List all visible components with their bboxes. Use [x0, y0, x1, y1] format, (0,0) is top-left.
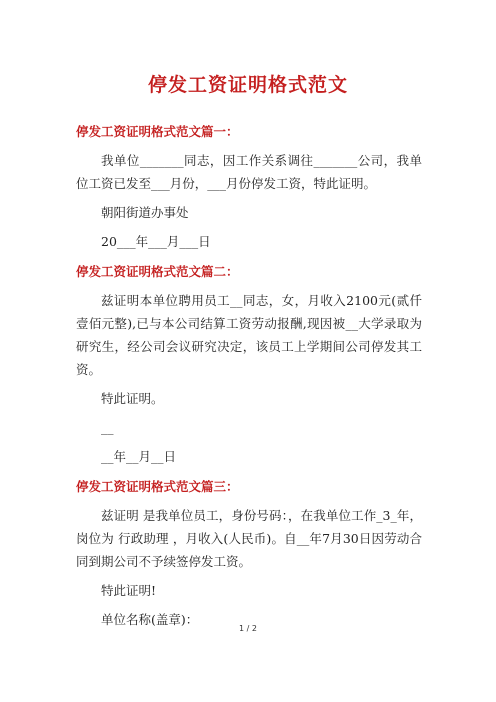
body-paragraph: 兹证明 是我单位员工，身份号码：，在我单位工作_3_年，岗位为 行政助理 ，月收入(人民币)。自__年7月30日因劳动合同到期公司不予续签停发工资。	[76, 508, 422, 569]
section-heading: 停发工资证明格式范文篇二：	[76, 264, 239, 279]
body-paragraph: 我单位_______同志，因工作关系调往_______公司，我单位工资已发至___月份，___月份停发工资，特此证明。	[76, 153, 422, 191]
document-title: 停发工资证明格式范文	[147, 74, 348, 96]
closing-line: 特此证明。	[101, 391, 164, 406]
document-body	[76, 123, 422, 637]
closing-line: 特此证明!	[101, 583, 157, 598]
issuer-line: 朝阳街道办事处	[101, 205, 189, 220]
section-heading: 停发工资证明格式范文篇三：	[76, 479, 239, 494]
section-2	[76, 263, 422, 468]
date-line: 20___年___月___日	[101, 234, 211, 249]
section-3	[76, 478, 422, 631]
organization-seal-line: 单位名称(盖章)：	[101, 612, 199, 627]
date-line: __年__月__日	[101, 449, 177, 464]
section-heading: 停发工资证明格式范文篇一：	[76, 124, 239, 139]
body-paragraph: 兹证明本单位聘用员工__同志，女，月收入2100元(贰仟壹佰元整),已与本公司结算工资劳动报酬,现因被__大学录取为研究生，经公司会议研究决定，该员工上学期间公司停发其工资。	[76, 293, 422, 377]
page-number: 1 / 2	[239, 624, 257, 633]
signature-line: __	[101, 420, 114, 435]
section-1	[76, 123, 422, 253]
